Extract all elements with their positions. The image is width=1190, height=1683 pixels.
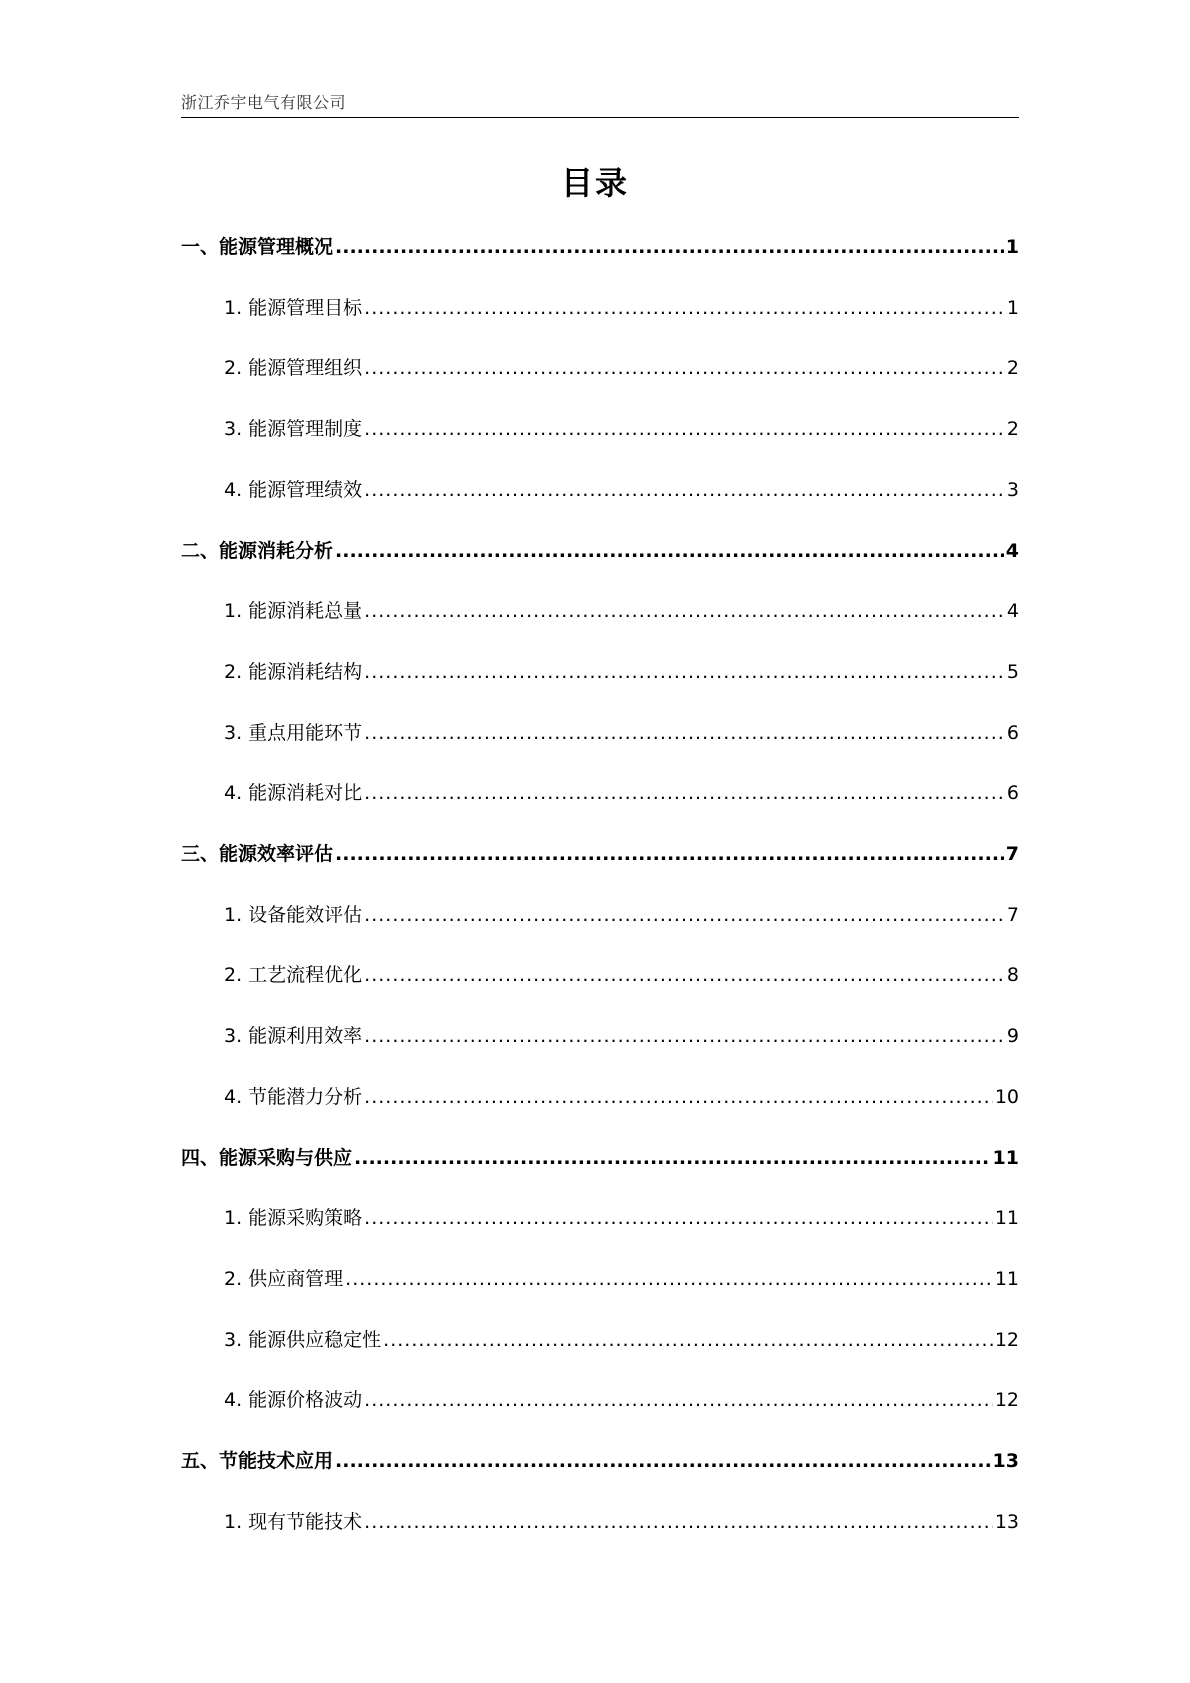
toc-section-entry[interactable] bbox=[224, 657, 1019, 687]
toc-section-entry[interactable] bbox=[224, 1203, 1019, 1233]
header-company-name: 浙江乔宇电气有限公司 bbox=[181, 93, 347, 112]
toc-page-number: 10 bbox=[994, 1085, 1019, 1108]
toc-dot-leader bbox=[364, 600, 1005, 622]
toc-page-number: 2 bbox=[1006, 357, 1019, 380]
toc-section-entry[interactable] bbox=[224, 1082, 1019, 1112]
toc-dot-leader bbox=[364, 722, 1005, 744]
toc-dot-leader bbox=[335, 1450, 991, 1472]
toc-page-number: 1 bbox=[1005, 236, 1019, 258]
toc-dot-leader bbox=[345, 1268, 993, 1290]
toc-dot-leader bbox=[364, 357, 1005, 379]
toc-dot-leader bbox=[364, 1207, 993, 1229]
page-header bbox=[181, 86, 1019, 118]
toc-page-number: 12 bbox=[994, 1389, 1019, 1412]
toc-page-number: 5 bbox=[1006, 660, 1019, 683]
toc-dot-leader bbox=[364, 1511, 993, 1533]
toc-section-entry[interactable] bbox=[224, 353, 1019, 383]
toc-dot-leader bbox=[335, 236, 1004, 258]
toc-entry-label: 1. 能源消耗总量 bbox=[224, 600, 363, 623]
toc-section-entry[interactable] bbox=[224, 900, 1019, 930]
toc-page-number: 4 bbox=[1005, 539, 1019, 562]
toc-entry-label: 2. 能源消耗结构 bbox=[224, 660, 363, 683]
toc-entry-label: 4. 能源消耗对比 bbox=[224, 782, 363, 805]
toc-section-entry[interactable] bbox=[224, 414, 1019, 444]
toc-dot-leader bbox=[364, 479, 1005, 501]
toc-entry-label: 1. 现有节能技术 bbox=[224, 1510, 363, 1533]
toc-section-entry[interactable] bbox=[224, 293, 1019, 323]
toc-section-entry[interactable] bbox=[224, 960, 1019, 990]
toc-chapter-entry[interactable] bbox=[181, 1446, 1019, 1476]
toc-chapter-entry[interactable] bbox=[181, 536, 1019, 566]
toc-dot-leader bbox=[364, 297, 1005, 319]
toc-page-number: 2 bbox=[1006, 418, 1019, 441]
toc-entry-label: 二、能源消耗分析 bbox=[181, 539, 334, 562]
toc-page-number: 11 bbox=[994, 1207, 1019, 1230]
toc-entry-label: 2. 工艺流程优化 bbox=[224, 964, 363, 987]
toc-entry-label: 一、能源管理概况 bbox=[181, 236, 334, 258]
toc-section-entry[interactable] bbox=[224, 1264, 1019, 1294]
toc-page-number: 9 bbox=[1006, 1025, 1019, 1048]
toc-chapter-entry[interactable] bbox=[181, 839, 1019, 869]
toc-section-entry[interactable] bbox=[224, 1385, 1019, 1415]
toc-entry-label: 4. 能源管理绩效 bbox=[224, 478, 363, 501]
toc-dot-leader bbox=[364, 964, 1005, 986]
toc-title: 目录 bbox=[560, 164, 629, 202]
toc-page-number: 6 bbox=[1006, 782, 1019, 805]
toc-dot-leader bbox=[354, 1147, 991, 1169]
toc-section-entry[interactable] bbox=[224, 1325, 1019, 1355]
toc-entry-label: 3. 重点用能环节 bbox=[224, 721, 363, 744]
toc-page-number: 6 bbox=[1006, 721, 1019, 744]
toc-chapter-entry[interactable] bbox=[181, 232, 1019, 262]
toc-page-number: 12 bbox=[994, 1328, 1019, 1351]
toc-page-number: 11 bbox=[992, 1146, 1019, 1169]
toc-dot-leader bbox=[364, 782, 1005, 804]
toc-section-entry[interactable] bbox=[224, 718, 1019, 748]
toc-entry-label: 4. 能源价格波动 bbox=[224, 1389, 363, 1412]
toc-page-number: 1 bbox=[1006, 296, 1019, 319]
toc-page-number: 7 bbox=[1005, 843, 1019, 865]
toc-entry-label: 3. 能源利用效率 bbox=[224, 1025, 363, 1048]
toc-section-entry[interactable] bbox=[224, 778, 1019, 808]
toc-dot-leader bbox=[335, 843, 1004, 865]
toc-entry-label: 2. 供应商管理 bbox=[224, 1267, 344, 1290]
toc-dot-leader bbox=[364, 661, 1005, 683]
toc-page-number: 7 bbox=[1006, 903, 1019, 926]
toc-page-number: 3 bbox=[1006, 478, 1019, 501]
toc-section-entry[interactable] bbox=[224, 596, 1019, 626]
toc-entry-label: 1. 能源采购策略 bbox=[224, 1207, 363, 1230]
toc-entry-label: 4. 节能潜力分析 bbox=[224, 1085, 363, 1108]
toc-entry-label: 3. 能源供应稳定性 bbox=[224, 1328, 382, 1351]
toc-entry-label: 四、能源采购与供应 bbox=[181, 1146, 353, 1169]
toc-dot-leader bbox=[335, 540, 1004, 562]
toc-section-entry[interactable] bbox=[224, 1021, 1019, 1051]
toc-page-number: 13 bbox=[994, 1510, 1019, 1533]
toc-page-number: 4 bbox=[1006, 600, 1019, 623]
toc-dot-leader bbox=[364, 904, 1005, 926]
toc-section-entry[interactable] bbox=[224, 1507, 1019, 1537]
toc-page-number: 13 bbox=[992, 1450, 1019, 1472]
toc-entry-label: 三、能源效率评估 bbox=[181, 843, 334, 865]
toc-dot-leader bbox=[364, 418, 1005, 440]
toc-entry-label: 1. 能源管理目标 bbox=[224, 296, 363, 319]
toc-dot-leader bbox=[383, 1329, 993, 1351]
toc-entry-label: 3. 能源管理制度 bbox=[224, 418, 363, 441]
toc-section-entry[interactable] bbox=[224, 475, 1019, 505]
toc-page-number: 8 bbox=[1006, 964, 1019, 987]
toc-page-number: 11 bbox=[994, 1267, 1019, 1290]
toc-entry-label: 1. 设备能效评估 bbox=[224, 903, 363, 926]
toc-chapter-entry[interactable] bbox=[181, 1143, 1019, 1173]
toc-entry-label: 2. 能源管理组织 bbox=[224, 357, 363, 380]
toc-dot-leader bbox=[364, 1025, 1005, 1047]
toc-dot-leader bbox=[364, 1086, 993, 1108]
toc-dot-leader bbox=[364, 1389, 993, 1411]
toc-entry-label: 五、节能技术应用 bbox=[181, 1450, 334, 1472]
